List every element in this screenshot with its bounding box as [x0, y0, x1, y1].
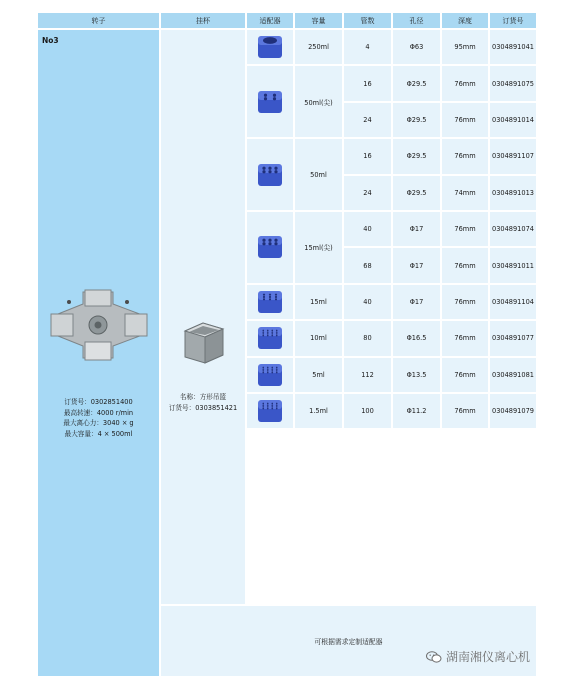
tube-depth: 76mm [442, 212, 488, 246]
adapter-block-icon [255, 160, 285, 190]
adapter-image-cell [247, 66, 293, 137]
bore-diameter: Φ29.5 [393, 139, 440, 173]
adapter-capacity: 10ml [295, 321, 342, 355]
tube-count: 24 [344, 176, 391, 210]
tube-count: 4 [344, 30, 391, 64]
adapter-capacity: 50ml [295, 139, 342, 210]
rotor-column [38, 30, 159, 676]
header-rotor: 转子 [38, 13, 159, 28]
tube-count: 40 [344, 285, 391, 319]
watermark-text: 湖南湘仪离心机 [446, 650, 531, 664]
rotor-max-rcf: 最大离心力：3040 × g [63, 419, 134, 427]
adapter-image-cell [247, 212, 293, 283]
adapter-block-icon [255, 323, 285, 353]
bore-diameter: Φ17 [393, 248, 440, 282]
order-number: 0304891013 [490, 176, 536, 210]
adapter-image-cell [247, 139, 293, 210]
bore-diameter: Φ17 [393, 212, 440, 246]
tube-depth: 76mm [442, 285, 488, 319]
tube-count: 16 [344, 66, 391, 100]
adapter-image-cell [247, 394, 293, 428]
order-number: 0304891079 [490, 394, 536, 428]
header-bore: 孔径 [393, 13, 440, 28]
tube-count: 80 [344, 321, 391, 355]
wechat-icon [426, 651, 442, 663]
tube-count: 100 [344, 394, 391, 428]
header-depth: 深度 [442, 13, 488, 28]
square-bucket-image [181, 317, 227, 367]
tube-count: 16 [344, 139, 391, 173]
cup-specs [161, 392, 245, 413]
header-capacity: 容量 [295, 13, 342, 28]
bore-diameter: Φ29.5 [393, 66, 440, 100]
custom-adapter-note: 可根据需求定制适配器 [161, 606, 536, 676]
adapter-block-icon [255, 360, 285, 390]
cup-order-number: 订货号：0303851421 [168, 403, 238, 412]
rotor-order-number: 订货号：0302851400 [64, 398, 133, 406]
tube-count: 68 [344, 248, 391, 282]
order-number: 0304891104 [490, 285, 536, 319]
header-adapter: 适配器 [247, 13, 293, 28]
adapter-block-icon [255, 232, 285, 262]
rotor-model: No3 [42, 36, 59, 45]
adapter-block-icon [255, 396, 285, 426]
header-order: 订货号 [490, 13, 536, 28]
order-number: 0304891077 [490, 321, 536, 355]
adapter-block-icon [255, 32, 285, 62]
tube-count: 40 [344, 212, 391, 246]
tube-count: 112 [344, 358, 391, 392]
tube-depth: 76mm [442, 103, 488, 137]
tube-depth: 76mm [442, 139, 488, 173]
adapter-image-cell [247, 30, 293, 64]
order-number: 0304891074 [490, 212, 536, 246]
adapter-image-cell [247, 321, 293, 355]
watermark [426, 648, 530, 665]
bore-diameter: Φ11.2 [393, 394, 440, 428]
order-number: 0304891081 [490, 358, 536, 392]
tube-depth: 76mm [442, 394, 488, 428]
bore-diameter: Φ17 [393, 285, 440, 319]
order-number: 0304891011 [490, 248, 536, 282]
cup-name: 名称：方形吊篮 [179, 393, 227, 401]
adapter-image-cell [247, 285, 293, 319]
adapter-capacity: 15ml [295, 285, 342, 319]
adapter-catalog-table [38, 13, 536, 676]
adapter-capacity: 50ml(尖) [295, 66, 342, 137]
tube-depth: 76mm [442, 358, 488, 392]
tube-depth: 74mm [442, 176, 488, 210]
adapter-capacity: 15ml(尖) [295, 212, 342, 283]
adapter-capacity: 5ml [295, 358, 342, 392]
rotor-max-speed: 最高转速：4000 r/min [63, 408, 134, 417]
bore-diameter: Φ13.5 [393, 358, 440, 392]
tube-depth: 95mm [442, 30, 488, 64]
tube-depth: 76mm [442, 66, 488, 100]
rotor-specs [38, 397, 159, 439]
cup-column [161, 30, 245, 604]
bore-diameter: Φ16.5 [393, 321, 440, 355]
header-cup: 挂杯 [161, 13, 245, 28]
bore-diameter: Φ29.5 [393, 103, 440, 137]
adapter-image-cell [247, 358, 293, 392]
tube-count: 24 [344, 103, 391, 137]
bore-diameter: Φ29.5 [393, 176, 440, 210]
rotor-image [47, 288, 151, 362]
tube-depth: 76mm [442, 321, 488, 355]
order-number: 0304891075 [490, 66, 536, 100]
adapter-block-icon [255, 287, 285, 317]
order-number: 0304891014 [490, 103, 536, 137]
adapter-block-icon [255, 87, 285, 117]
tube-depth: 76mm [442, 248, 488, 282]
bore-diameter: Φ63 [393, 30, 440, 64]
adapter-capacity: 1.5ml [295, 394, 342, 428]
order-number: 0304891041 [490, 30, 536, 64]
adapter-capacity: 250ml [295, 30, 342, 64]
rotor-max-capacity: 最大容量：4 × 500ml [64, 429, 133, 438]
header-tubes: 管数 [344, 13, 391, 28]
order-number: 0304891107 [490, 139, 536, 173]
